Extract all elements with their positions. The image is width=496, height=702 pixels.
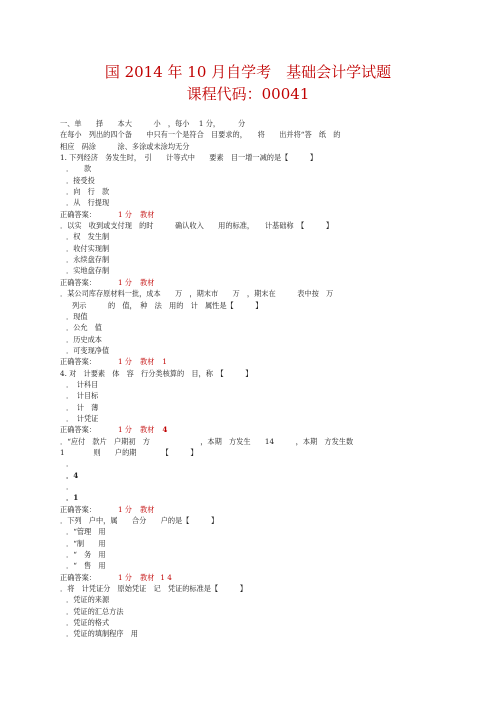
question-stem: ．下列 户中，属 合分 户的是【 】 bbox=[60, 516, 219, 526]
page-ref: 1 4 bbox=[160, 572, 172, 582]
option: ．收付实现制 bbox=[66, 243, 110, 253]
section-instruction: 在每小 列出的四个备 中只有一个是符合 目要求的， 将 出并将“答 纸 的 bbox=[60, 130, 341, 140]
page-ref: 4 bbox=[162, 425, 168, 435]
answer-line bbox=[60, 356, 435, 367]
option: ． bbox=[66, 459, 74, 469]
question-stem: ．某公司库存原材料一批，成本 万 ，期末市 万 ，期末在 表中按 万 bbox=[60, 289, 334, 299]
question-stem-continued: 列示 的 值， 种 法 用的 计 属性是【 】 bbox=[72, 300, 263, 310]
option: ．历史成本 bbox=[66, 334, 102, 344]
option: ．“ 务 用 bbox=[66, 550, 106, 560]
option: ．凭证的来源 bbox=[66, 595, 110, 605]
section-instruction: 相应 码涂 涂、多涂或未涂均无分 bbox=[60, 141, 190, 151]
option: ．凭证的格式 bbox=[66, 618, 110, 628]
answer-label: 正确答案： bbox=[60, 504, 96, 514]
answer-label: 正确答案： bbox=[60, 357, 96, 367]
score: 1 分 bbox=[117, 572, 132, 582]
page-ref-label: 教材 bbox=[140, 209, 155, 219]
option: ．“制 用 bbox=[66, 538, 106, 548]
question-stem: ．以实 收到或支付现 的时 确认收入 用的标准， 计基础称 【 】 bbox=[60, 221, 334, 231]
option: ．永续盘存制 bbox=[66, 255, 110, 265]
page-ref-label: 教材 bbox=[140, 572, 155, 582]
option: ．“管理 用 bbox=[66, 527, 106, 537]
option: ． 计凭证 bbox=[66, 413, 99, 423]
answer-label: 正确答案： bbox=[60, 425, 96, 435]
question-stem: ．将 计凭证分 原始凭证 记 凭证的标准是【 】 bbox=[60, 584, 247, 594]
option: ．接受投 bbox=[66, 175, 95, 185]
option: ．凭证的填制程序 用 bbox=[66, 629, 138, 639]
option: ．现值 bbox=[66, 311, 88, 321]
option: ．“ 售 用 bbox=[66, 561, 106, 571]
option: ．向 行 款 bbox=[66, 187, 110, 197]
option: ．凭证的汇总方法 bbox=[66, 606, 124, 616]
question-stem-continued: 1 则 户的期 【 】 bbox=[60, 447, 198, 457]
option: ．4 bbox=[66, 470, 79, 480]
option: ． 款 bbox=[66, 164, 92, 174]
answer-line bbox=[60, 277, 435, 288]
option: ． bbox=[66, 482, 74, 491]
option: ． 计 薄 bbox=[66, 402, 99, 412]
answer-line bbox=[60, 572, 435, 583]
answer-line bbox=[60, 424, 435, 435]
answer-label: 正确答案： bbox=[60, 572, 96, 582]
option: ．可变现净值 bbox=[66, 345, 110, 355]
exam-title: 国 2014 年 10 月自学考 基础会计学试题 bbox=[104, 63, 392, 81]
document-body bbox=[60, 118, 435, 640]
page-ref: 1 bbox=[162, 357, 167, 367]
question-stem: 4. 对 计要素 体 容 行分类核算的 目，称 【 】 bbox=[60, 368, 253, 378]
score: 1 分 bbox=[117, 425, 132, 435]
answer-label: 正确答案： bbox=[60, 209, 96, 219]
option: ．从 行提现 bbox=[66, 198, 110, 208]
option: ． 计科目 bbox=[66, 379, 99, 389]
section-heading: 一、单 择 本大 小 ，每小 1 分， 分 bbox=[60, 119, 246, 128]
score: 1 分 bbox=[117, 504, 132, 514]
score: 1 分 bbox=[117, 277, 132, 287]
option: ． 计目标 bbox=[66, 391, 99, 401]
option: ．1 bbox=[66, 493, 79, 503]
answer-line bbox=[60, 209, 435, 220]
page-ref-label: 教材 bbox=[140, 277, 155, 287]
page-ref-label: 教材 bbox=[140, 504, 155, 514]
score: 1 分 bbox=[117, 357, 132, 367]
option: ．权 发生制 bbox=[66, 232, 110, 242]
page-ref-label: 教材 bbox=[140, 357, 155, 367]
question-stem: ．“应付 款片 户期初 方 ，本期 方发生 14 ，本期 方发生数 bbox=[60, 436, 354, 446]
course-code: 课程代码：00041 bbox=[186, 85, 310, 103]
option: ．实地盘存制 bbox=[66, 266, 110, 276]
option: ．公允 值 bbox=[66, 323, 102, 333]
answer-line bbox=[60, 504, 435, 515]
score: 1 分 bbox=[117, 209, 132, 219]
answer-label: 正确答案： bbox=[60, 277, 96, 287]
question-stem: 1. 下列经济 务发生时， 引 计等式中 要素 目一增一减的是【 】 bbox=[60, 153, 318, 163]
page-ref-label: 教材 bbox=[140, 425, 155, 435]
